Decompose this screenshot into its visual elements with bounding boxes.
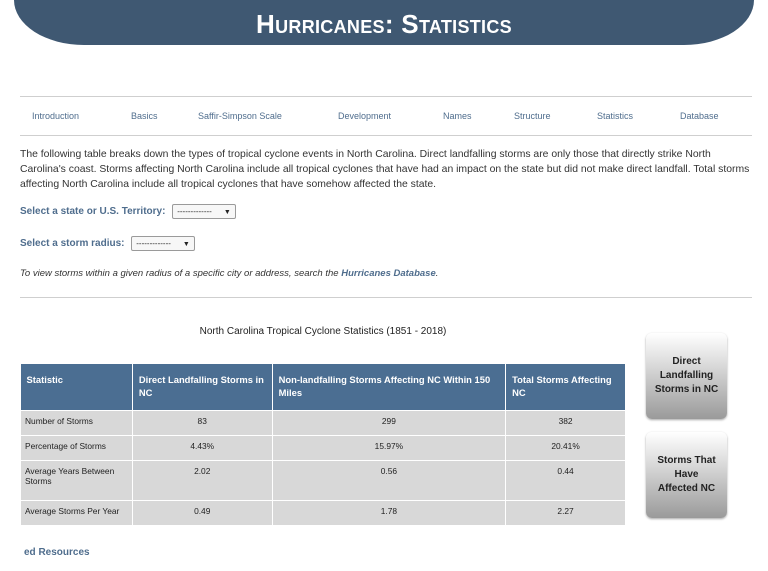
table-row	[21, 435, 626, 460]
nav-saffir-simpson-scale[interactable]: Saffir-Simpson Scale	[198, 111, 282, 121]
header-statistic: Statistic	[21, 364, 133, 410]
nav-basics[interactable]: Basics	[131, 111, 158, 121]
hurricanes-database-link[interactable]: Hurricanes Database	[341, 268, 436, 279]
cell-non-landfalling: 0.56	[272, 460, 506, 500]
page-title: Hurricanes: Statistics	[256, 9, 512, 39]
header-direct-landfalling: Direct Landfalling Storms in NC	[132, 364, 272, 410]
state-select[interactable]	[172, 204, 236, 219]
cell-non-landfalling: 1.78	[272, 500, 506, 525]
storms-affected-button[interactable]	[646, 432, 727, 518]
nav-development[interactable]: Development	[338, 111, 392, 121]
row-label: Percentage of Storms	[21, 435, 133, 460]
radius-filter	[20, 236, 195, 251]
row-label: Number of Storms	[21, 410, 133, 435]
direct-landfalling-button-label: Direct Landfalling Storms in NC	[654, 356, 719, 395]
cell-direct: 4.43%	[132, 435, 272, 460]
table-title: North Carolina Tropical Cyclone Statistics (1851 - 2018)	[199, 326, 447, 337]
radius-select-value: -------------	[136, 239, 171, 248]
cell-non-landfalling: 299	[272, 410, 506, 435]
chevron-down-icon: ▼	[223, 209, 231, 216]
row-label: Average Years Between Storms	[21, 460, 133, 500]
related-resources-link[interactable]: ed Resources	[24, 547, 90, 558]
statistics-table	[20, 364, 626, 526]
nav-names[interactable]: Names	[443, 111, 472, 121]
nav-introduction[interactable]: Introduction	[32, 111, 80, 121]
database-note	[20, 268, 438, 279]
cell-direct: 0.49	[132, 500, 272, 525]
nav-statistics[interactable]: Statistics	[597, 111, 634, 121]
database-note-text: To view storms within a given radius of a specific city or address, search the	[20, 268, 342, 279]
cell-total: 20.41%	[506, 435, 626, 460]
table-row	[21, 410, 626, 435]
nav-database[interactable]: Database	[680, 111, 719, 121]
cell-total: 0.44	[506, 460, 626, 500]
nav-structure[interactable]: Structure	[514, 111, 551, 121]
direct-landfalling-button[interactable]	[646, 333, 727, 419]
cell-total: 382	[506, 410, 626, 435]
chevron-down-icon: ▼	[182, 241, 190, 248]
cell-direct: 83	[132, 410, 272, 435]
storms-affected-button-label: Storms That Have Affected NC	[657, 455, 716, 494]
page-banner	[14, 0, 754, 45]
state-filter	[20, 204, 236, 219]
table-header-row	[21, 364, 626, 410]
radius-filter-label: Select a storm radius:	[20, 238, 125, 250]
section-nav	[20, 96, 752, 136]
table-row	[21, 500, 626, 525]
table-row	[21, 460, 626, 500]
cell-non-landfalling: 15.97%	[272, 435, 506, 460]
header-total-storms: Total Storms Affecting NC	[506, 364, 626, 410]
section-divider	[20, 297, 752, 298]
header-non-landfalling: Non-landfalling Storms Affecting NC Within 150 Miles	[272, 364, 506, 410]
cell-total: 2.27	[506, 500, 626, 525]
database-note-end: .	[435, 268, 439, 279]
cell-direct: 2.02	[132, 460, 272, 500]
state-filter-label: Select a state or U.S. Territory:	[20, 206, 166, 218]
intro-paragraph: The following table breaks down the types of tropical cyclone events in North Carolina. Direct landfalling storms are only those that directly strike North Carolina's coast. Storms affecting North Carolina include all tropical cyclones that have had an impact on the state but did not make direct landfall. Total storms affecting North Carolina include all tropical cyclones that have somehow affected the state.	[20, 149, 750, 190]
state-select-value: -------------	[177, 207, 212, 216]
radius-select[interactable]	[131, 236, 195, 251]
row-label: Average Storms Per Year	[21, 500, 133, 525]
